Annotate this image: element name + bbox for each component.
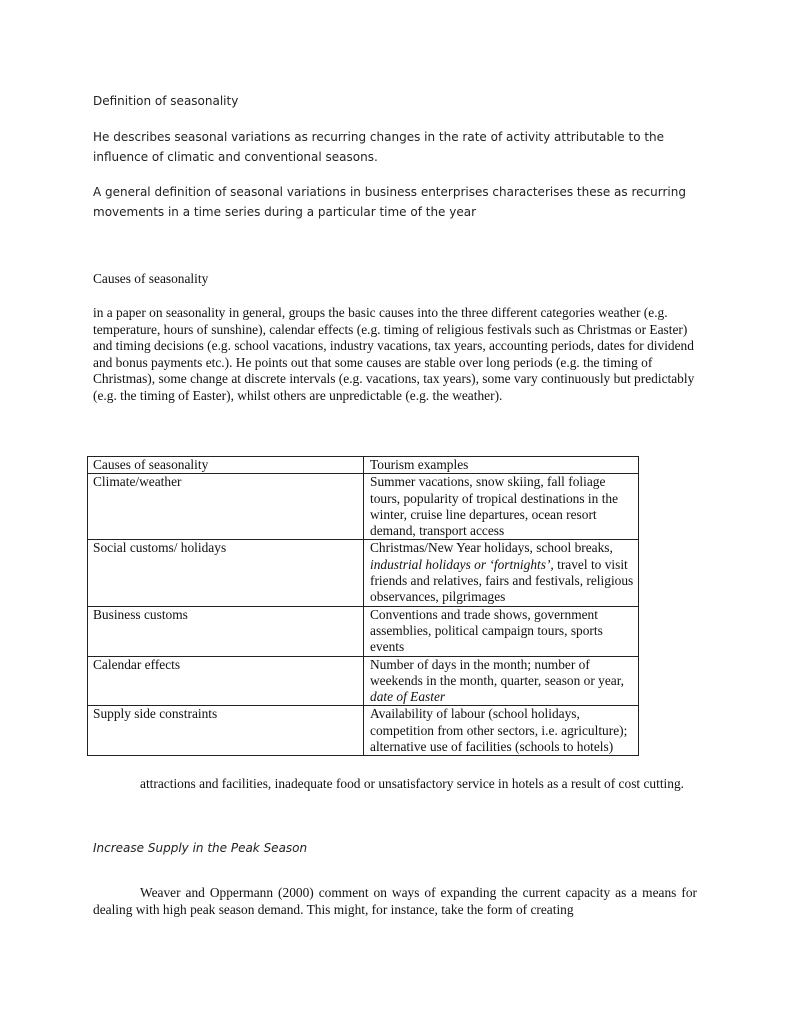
definition-paragraph-2: A general definition of seasonal variations in business enterprises characterises these as recurring movements in a time series during a particular time of the year — [93, 185, 686, 219]
definition-paragraph-1: He describes seasonal variations as recurring changes in the rate of activity attributable to the influence of climatic and conventional seasons. — [93, 130, 665, 164]
increase-supply-paragraph: Weaver and Oppermann (2000) comment on ways of expanding the current capacity as a means for dealing with high peak season demand. This might, for instance, take the form of creating — [93, 885, 697, 917]
table-row — [88, 474, 639, 540]
table-row — [88, 656, 639, 706]
table-header-causes: Causes of seasonality — [88, 457, 364, 474]
example-text: Number of days in the month; number of weekends in the month, quarter, season or year, — [370, 656, 625, 688]
causes-table — [87, 456, 639, 756]
example-text: Conventions and trade shows, government assemblies, political campaign tours, sports events — [370, 606, 603, 655]
table-cell-example — [364, 606, 639, 656]
table-row — [88, 540, 639, 606]
table-row — [88, 606, 639, 656]
after-table-paragraph: attractions and facilities, inadequate food or unsatisfactory service in hotels as a result of cost cutting. — [140, 776, 685, 791]
causes-paragraph: in a paper on seasonality in general, groups the basic causes into the three different categories weather (e.g. temperature, hours of sunshine), calendar effects (e.g. timing of religious festivals such as Christmas or Easter) and timing decisions (e.g. school vacations, industry vacations, tax years, accounting periods, dates for dividend and bonus payments etc.). He points out that some causes are stable over long periods (e.g. the timing of Christmas), some change at discrete intervals (e.g. vacations, tax years), some vary continuously but predictably (e.g. the timing of Easter), whilst others are unpredictable (e.g. the weather). — [93, 305, 695, 403]
table-cell-cause: Supply side constraints — [88, 706, 364, 756]
table-header-row — [88, 457, 639, 474]
example-text: Summer vacations, snow skiing, fall foliage tours, popularity of tropical destinations in the winter, cruise line departures, ocean resort demand, transport access — [370, 474, 619, 539]
example-text-italic: date of Easter — [370, 689, 446, 705]
table-cell-cause: Climate/weather — [88, 474, 364, 540]
definition-heading: Definition of seasonality — [93, 94, 239, 108]
example-text: Christmas/New Year holidays, school breaks, — [370, 540, 613, 556]
increase-supply-heading: Increase Supply in the Peak Season — [93, 841, 308, 855]
example-text-continued: travel to visit friends and relatives, fairs and festivals, religious observances, pilgrimages — [370, 556, 634, 605]
table-cell-example — [364, 474, 639, 540]
table-row — [88, 706, 639, 756]
causes-heading: Causes of seasonality — [93, 271, 209, 286]
table-cell-cause: Social customs/ holidays — [88, 540, 364, 606]
table-cell-example — [364, 706, 639, 756]
example-text: Availability of labour (school holidays, competition from other sectors, i.e. agriculture); alternative use of facilities (schools to hotels) — [370, 706, 628, 755]
table-cell-cause: Calendar effects — [88, 656, 364, 706]
table-cell-example — [364, 656, 639, 706]
table-cell-cause: Business customs — [88, 606, 364, 656]
table-cell-example — [364, 540, 639, 606]
table-header-tourism: Tourism examples — [364, 457, 639, 474]
example-text-italic: industrial holidays or ‘fortnights’, — [370, 556, 554, 572]
